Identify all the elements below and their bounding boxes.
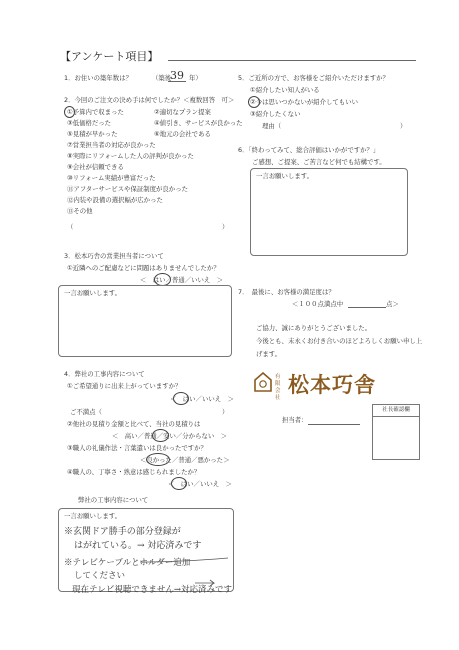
closing-thanks: ご協力、誠にありがとうございました。 <box>256 324 372 332</box>
q7-question: 7． 最後に、お客様の満足度は？ <box>238 288 335 296</box>
q4-hand-line-3: ※テレビケーブルとホルダー追加 <box>64 558 191 568</box>
q3-comment-label: 一言お願いします。 <box>64 289 122 297</box>
q2-option-10: ⑩リフォーム実績が豊富だった <box>67 174 156 182</box>
q2-question: 2．今回のご注文の決め手は何でしたか？＜複数回答 可＞ <box>64 96 235 104</box>
q4-sub1b-close: ） <box>222 408 229 416</box>
q4-sub3: ③職人の礼儀作法・言葉遣いは良かったですか？ <box>67 444 207 452</box>
q2-option-3: ③低価格だった <box>67 119 112 127</box>
q2-other-close: ） <box>222 223 229 231</box>
q4-scale2: ＜ 高い／普通／安い／分からない ＞ <box>112 432 228 440</box>
q5-option-2: ②今は思いつかないが紹介してもいい <box>250 98 358 106</box>
q4-comment-label: 一言お願いします。 <box>64 512 122 520</box>
q2-option-1: ①予算内で収まった <box>67 108 124 116</box>
q5-reason-close: ） <box>400 122 407 130</box>
q6-question: 6．「終わってみて、総合評価はいかがですか？」 <box>238 146 380 154</box>
q2-other-open: （ <box>67 223 74 231</box>
company-type-label: 有限会社 <box>275 374 281 401</box>
q6-comment-label: 一言お願いします。 <box>256 172 314 180</box>
q2-option-13: ⑬その他 <box>67 207 93 215</box>
q4-sub4: ④職人の、丁寧さ・熟意は感じられましたか？ <box>67 468 201 476</box>
q2-option-4: ④値引き、サービスが良かった <box>154 119 243 127</box>
q2-option-5: ⑤見積が早かった <box>67 130 118 138</box>
q4-scale3: ＜良かった／普通／悪かった＞ <box>140 456 230 464</box>
q4-question: 4．弊社の工事内容について <box>64 370 145 378</box>
q3-sub: ①近隣へのご配慮などに問題はありませんでしたか？ <box>67 264 220 272</box>
q5-question: 5．ご近所の方で、お客様をご紹介いただけますか？ <box>238 74 389 82</box>
q1-question: 1．お住いの築年数は？ <box>64 74 132 82</box>
q4-sub1b: ご不満点（ <box>70 408 102 416</box>
q6-sub: ご感想、ご提案、ご苦言など何でも結構です。 <box>252 158 386 166</box>
closing-line-3: げます。 <box>256 350 282 358</box>
q2-option-7: ⑦営業担当者の対応が良かった <box>67 141 156 149</box>
q5-reason-open: 理由（ <box>262 122 282 130</box>
closing-line-2: 今後とも、末永くお付き合いのほどよろしくお願い申し上 <box>256 337 423 345</box>
q4-sub5: 弊社の工事内容について <box>78 496 149 504</box>
q1-label: （築後 <box>152 74 172 82</box>
q1-unit: 年） <box>189 74 202 82</box>
q3-question: 3．松本巧舎の営業担当者について <box>64 252 164 260</box>
q1-answer: 39 <box>170 69 184 82</box>
rep-label: 担当者： <box>282 416 308 424</box>
company-logo: 松本巧舎 <box>288 372 376 397</box>
q4-hand-line-4: してください <box>74 571 126 581</box>
q5-option-1: ①紹介したい知人がいる <box>250 86 320 94</box>
q4-scale4: ＜ はい／いいえ ＞ <box>168 480 232 488</box>
q4-hand-line-5: 現在テレビ視聴できません→対応済みです <box>72 585 232 595</box>
q5-option-3: ③紹介したくない <box>250 110 301 118</box>
q2-option-12: ⑫内装や設備の選択幅が広かった <box>67 196 163 204</box>
q2-option-6: ⑥地元の会社である <box>154 130 211 138</box>
stamp-box-label: 社長確認欄 <box>373 405 419 417</box>
q4-scale1: ＜ はい／いいえ ＞ <box>170 395 234 403</box>
survey-title: 【アンケート項目】 <box>60 50 159 63</box>
q2-option-2: ②適切なプラン提案 <box>154 108 211 116</box>
q4-sub2: ②他社の見積り金額と比べて、当社の見積りは <box>67 420 201 428</box>
q4-sub1: ①ご希望通りに出来上がっていますか？ <box>67 382 182 390</box>
q3-scale: ＜ はい／普通／いいえ ＞ <box>140 276 224 284</box>
q4-hand-line-2: はがれている。→ 対応済みです <box>74 541 202 551</box>
q2-option-8: ⑧実際にリフォームした人の評判が良かった <box>67 152 194 160</box>
q7-unit: 点＞ <box>386 300 399 308</box>
q2-option-9: ⑨会社が信頼できる <box>67 163 124 171</box>
q7-scale: ＜１００点満点中 <box>292 300 344 308</box>
q2-option-11: ⑪アフターサービスや保証制度が良かった <box>67 185 188 193</box>
q4-hand-line-1: ※玄関ドア勝手の部分登録が <box>64 527 181 537</box>
